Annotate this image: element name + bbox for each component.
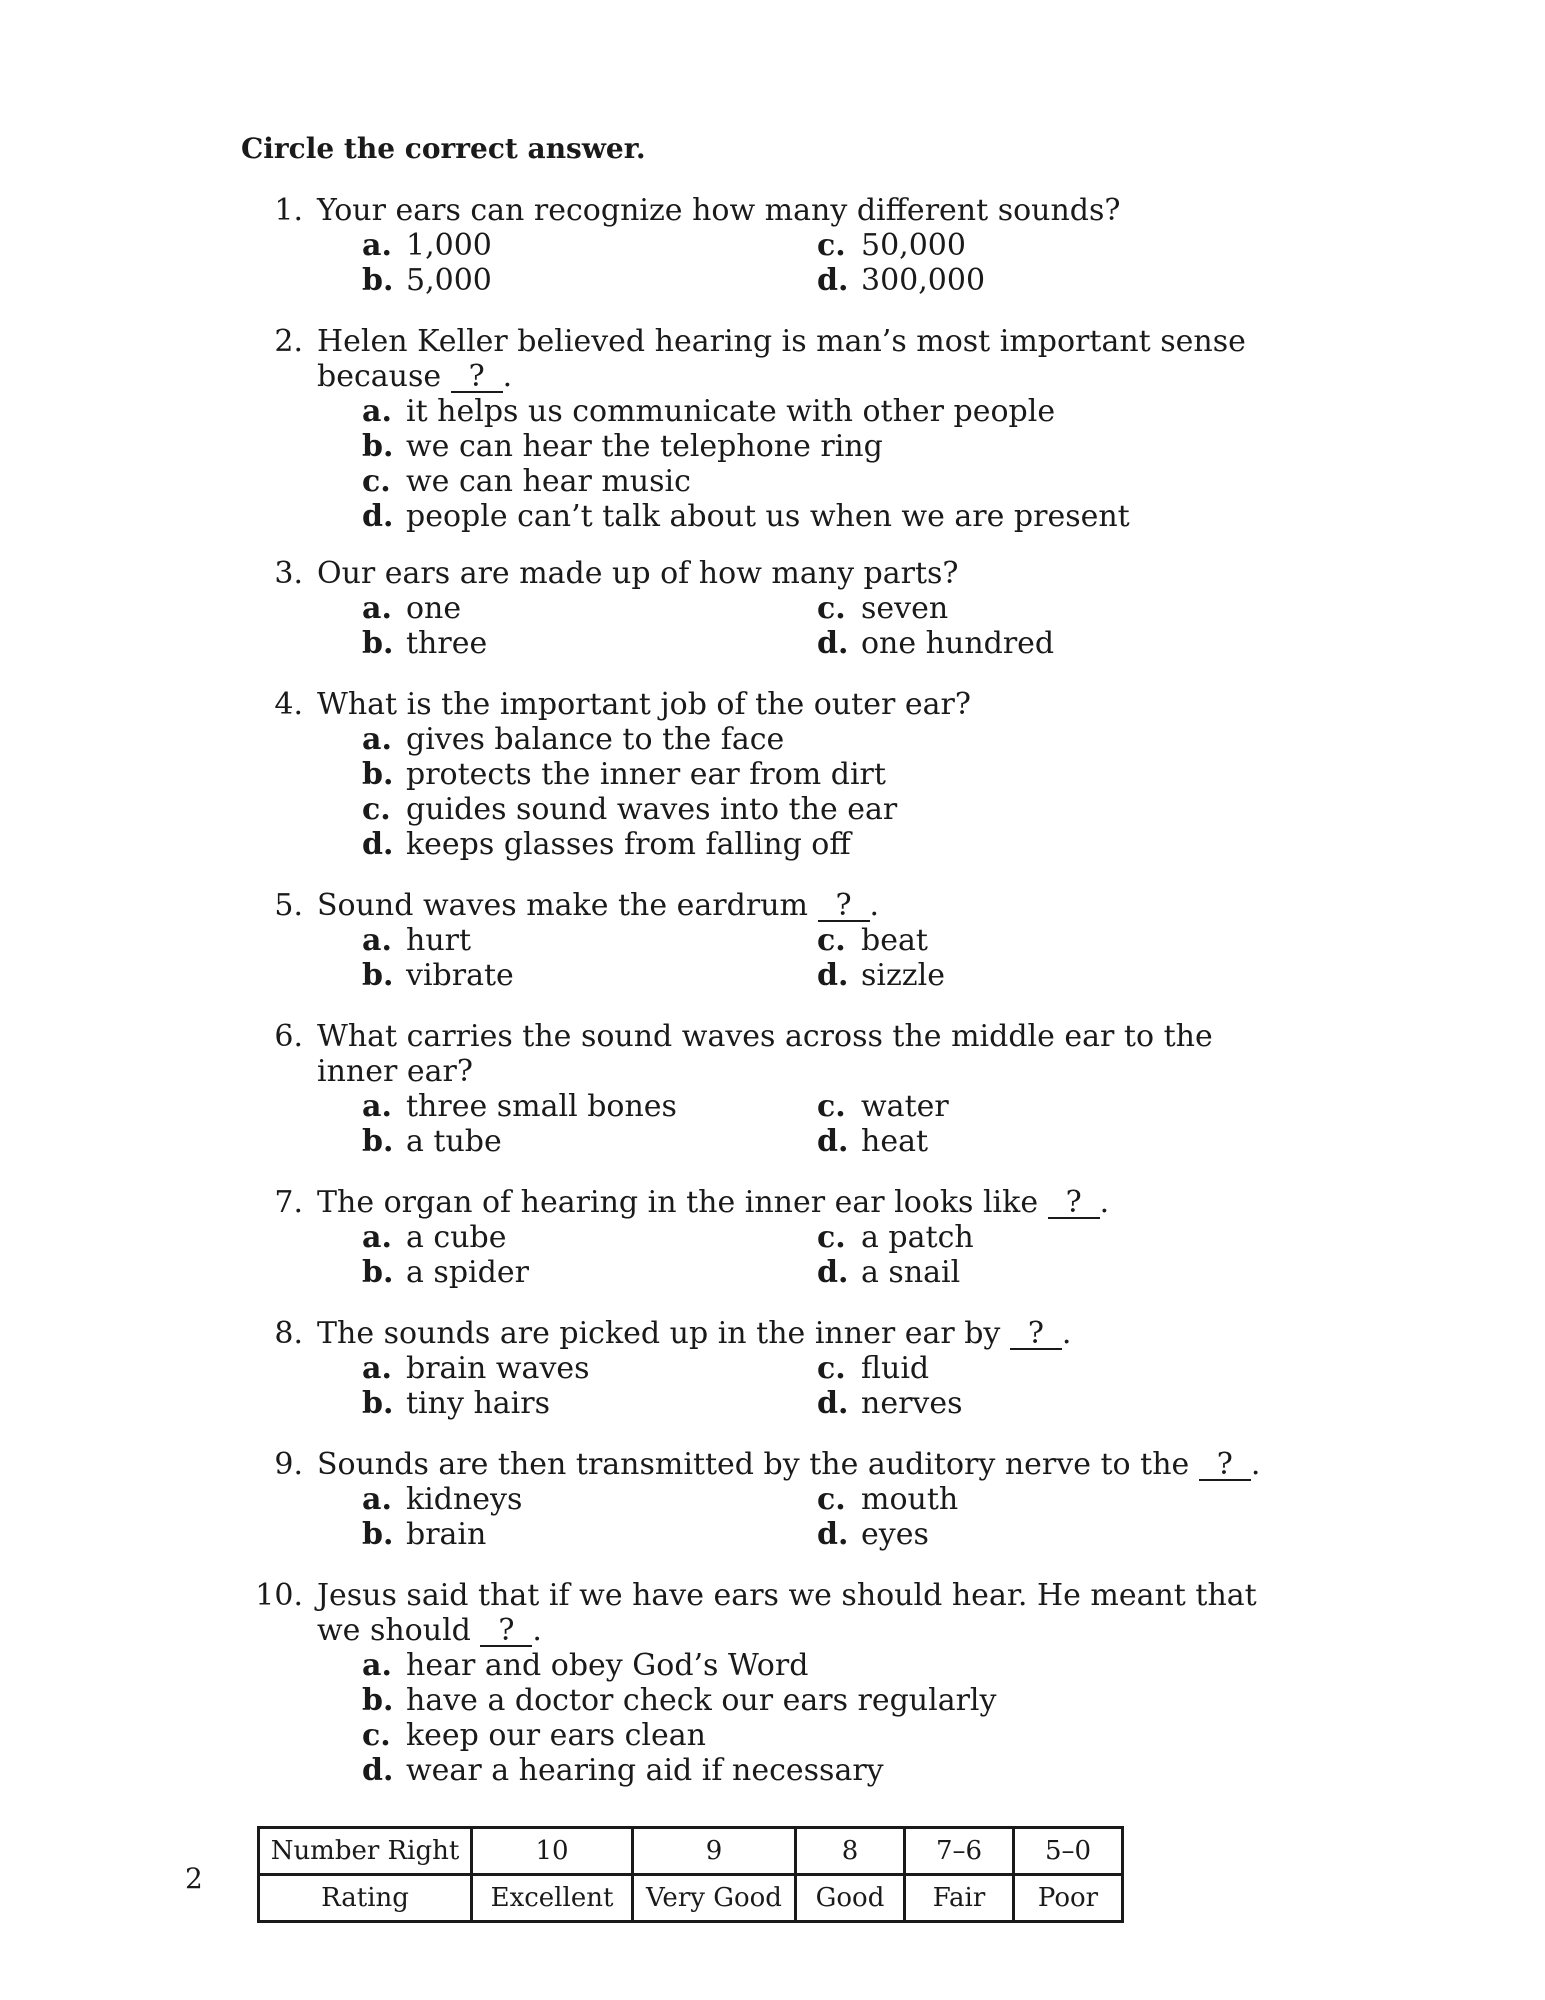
answer-option[interactable] [362,923,471,958]
option-letter: d. [362,499,394,534]
score-cell: 9 [633,1828,796,1875]
option-text: seven [861,591,949,626]
option-letter: b. [362,1386,394,1421]
answer-option[interactable] [362,1089,677,1124]
question-10 [0,1578,1545,1788]
option-text: water [861,1089,949,1124]
score-cell: 8 [796,1828,905,1875]
option-text: fluid [861,1351,930,1386]
answer-options [362,1089,1545,1159]
answer-option[interactable] [362,1718,1545,1753]
answer-options [362,1220,1545,1290]
score-cell: 5–0 [1014,1828,1123,1875]
answer-options [362,722,1545,862]
option-text: tiny hairs [406,1386,550,1421]
answer-blank: ? [818,892,870,922]
option-letter: a. [362,591,392,626]
answer-option[interactable] [817,626,1054,661]
answer-option[interactable] [362,1648,1545,1683]
answer-option[interactable] [817,923,928,958]
option-letter: b. [362,958,394,993]
answer-option[interactable] [817,1351,929,1386]
option-text: a tube [406,1124,502,1159]
option-text: a cube [406,1220,507,1255]
answer-option[interactable] [362,591,461,626]
option-text: brain waves [406,1351,590,1386]
answer-option[interactable] [362,1683,1545,1718]
answer-option[interactable] [362,1517,486,1552]
option-text: 300,000 [861,263,986,298]
option-letter: a. [362,1351,392,1386]
option-text: we can hear the telephone ring [406,429,883,464]
answer-option[interactable] [817,591,948,626]
option-text: 50,000 [861,228,966,263]
answer-blank: ? [1010,1320,1062,1350]
score-cell: Very Good [633,1875,796,1922]
question-punctuation: . [502,359,513,394]
page-number: 2 [185,1862,203,1895]
answer-option[interactable] [817,958,945,993]
question-stem [274,193,1267,228]
question-text: Sounds are then transmitted by the auditory nerve to the [317,1447,1190,1482]
answer-option[interactable] [362,499,1545,534]
option-text: three [406,626,488,661]
option-text: heat [861,1124,929,1159]
option-text: one [406,591,462,626]
question-punctuation: . [869,888,880,923]
question-text: Sound waves make the eardrum [317,888,808,923]
answer-options [362,1648,1545,1788]
option-letter: d. [817,958,849,993]
answer-option[interactable] [362,394,1545,429]
answer-option[interactable] [362,263,492,298]
question-number: 9. [274,1447,303,1482]
option-text: we can hear music [406,464,691,499]
question-stem [255,1578,1267,1648]
answer-options [362,591,1545,661]
option-letter: a. [362,228,392,263]
answer-option[interactable] [362,792,1545,827]
question-punctuation: . [532,1613,542,1648]
question-number: 7. [274,1185,303,1220]
score-cell: Number Right [259,1828,472,1875]
option-letter: a. [362,1220,392,1255]
option-letter: c. [362,1718,391,1753]
option-text: hurt [406,923,472,958]
option-text: people can’t talk about us when we are present [406,499,1130,534]
question-number: 8. [274,1316,303,1351]
answer-option[interactable] [362,1482,522,1517]
question-text: Your ears can recognize how many different sounds? [317,193,1121,228]
score-cell: Fair [905,1875,1014,1922]
option-letter: c. [817,1482,846,1517]
option-letter: b. [362,1124,394,1159]
answer-options [362,923,1545,993]
answer-option[interactable] [362,958,514,993]
answer-option[interactable] [362,626,487,661]
option-letter: c. [817,1089,846,1124]
option-text: sizzle [861,958,945,993]
question-text: The organ of hearing in the inner ear looks like [317,1185,1039,1220]
question-number: 10. [255,1578,303,1613]
score-cell: Good [796,1875,905,1922]
option-letter: a. [362,1482,392,1517]
question-7 [0,1185,1545,1290]
option-letter: d. [817,263,849,298]
answer-option[interactable] [817,1255,960,1290]
answer-blank: ? [480,1617,532,1647]
option-text: guides sound waves into the ear [406,792,898,827]
question-punctuation: . [1061,1316,1072,1351]
question-text: Helen Keller believed hearing is man’s most important sense because [317,324,1246,394]
question-stem [274,1447,1267,1482]
answer-blank: ? [451,363,503,393]
option-letter: b. [362,757,394,792]
answer-option[interactable] [817,1124,928,1159]
option-letter: a. [362,722,392,757]
option-letter: c. [362,792,391,827]
question-stem [274,1316,1267,1351]
option-text: eyes [861,1517,929,1552]
answer-option[interactable] [362,722,1545,757]
score-cell: Poor [1014,1875,1123,1922]
option-letter: d. [817,1386,849,1421]
answer-option[interactable] [817,228,966,263]
score-row-rating [259,1875,1123,1922]
question-number: 2. [274,324,303,359]
option-letter: d. [817,1255,849,1290]
question-9 [0,1447,1545,1552]
question-text: Jesus said that if we have ears we should hear. He meant that we should [317,1578,1257,1648]
question-text: Our ears are made up of how many parts? [317,556,959,591]
question-5 [0,888,1545,993]
question-stem [274,888,1267,923]
answer-option[interactable] [817,1220,974,1255]
question-punctuation: . [1099,1185,1110,1220]
option-text: a snail [861,1255,961,1290]
option-text: 1,000 [406,228,492,263]
score-cell: Excellent [472,1875,633,1922]
question-stem [274,1019,1267,1089]
question-4 [0,687,1545,862]
question-stem [274,687,1267,722]
option-text: a patch [861,1220,974,1255]
question-8 [0,1316,1545,1421]
option-text: a spider [406,1255,529,1290]
option-letter: b. [362,1255,394,1290]
answer-option[interactable] [817,263,985,298]
option-text: one hundred [861,626,1055,661]
answer-option[interactable] [362,1753,1545,1788]
question-number: 1. [274,193,303,228]
answer-option[interactable] [817,1089,949,1124]
option-letter: d. [817,1124,849,1159]
option-letter: a. [362,394,392,429]
option-text: mouth [861,1482,959,1517]
answer-options [362,1482,1545,1552]
option-letter: d. [817,1517,849,1552]
score-cell: 7–6 [905,1828,1014,1875]
option-letter: d. [362,827,394,862]
option-letter: b. [362,1683,394,1718]
option-text: three small bones [406,1089,677,1124]
question-stem [274,324,1267,394]
question-number: 3. [274,556,303,591]
question-1 [0,193,1545,298]
option-text: hear and obey God’s Word [406,1648,809,1683]
answer-option[interactable] [362,429,1545,464]
question-number: 5. [274,888,303,923]
answer-option[interactable] [362,464,1545,499]
option-text: protects the inner ear from dirt [406,757,886,792]
option-letter: a. [362,1648,392,1683]
option-text: keep our ears clean [406,1718,706,1753]
option-letter: c. [817,923,846,958]
option-text: gives balance to the face [406,722,785,757]
answer-option[interactable] [362,827,1545,862]
answer-option[interactable] [362,1351,590,1386]
option-letter: c. [817,228,846,263]
option-text: beat [861,923,928,958]
score-cell: 10 [472,1828,633,1875]
answer-option[interactable] [362,1220,507,1255]
question-stem [274,1185,1267,1220]
option-letter: c. [817,1351,846,1386]
option-text: brain [406,1517,487,1552]
option-letter: c. [362,464,391,499]
option-text: have a doctor check our ears regularly [406,1683,997,1718]
option-text: keeps glasses from falling off [406,827,851,862]
answer-options [362,1351,1545,1421]
score-cell: Rating [259,1875,472,1922]
question-number: 4. [274,687,303,722]
question-text: What is the important job of the outer ear? [317,687,971,722]
question-punctuation: . [1250,1447,1261,1482]
question-stem [274,556,1267,591]
option-text: kidneys [406,1482,523,1517]
question-text: The sounds are picked up in the inner ear by [317,1316,1001,1351]
answer-option[interactable] [362,757,1545,792]
option-text: nerves [861,1386,963,1421]
answer-option[interactable] [817,1386,963,1421]
answer-options [362,228,1545,298]
question-3 [0,556,1545,661]
instructions-heading: Circle the correct answer. [241,132,646,165]
option-letter: b. [362,263,394,298]
option-text: it helps us communicate with other people [406,394,1056,429]
answer-options [362,394,1545,534]
option-text: wear a hearing aid if necessary [406,1753,884,1788]
score-row-number-right [259,1828,1123,1875]
option-letter: b. [362,429,394,464]
answer-blank: ? [1199,1451,1251,1481]
answer-option[interactable] [817,1517,929,1552]
option-letter: c. [817,591,846,626]
option-letter: a. [362,923,392,958]
answer-option[interactable] [817,1482,958,1517]
question-number: 6. [274,1019,303,1054]
question-6 [0,1019,1545,1159]
option-letter: a. [362,1089,392,1124]
option-letter: b. [362,626,394,661]
option-letter: d. [817,626,849,661]
answer-blank: ? [1048,1189,1100,1219]
answer-option[interactable] [362,1386,550,1421]
option-text: 5,000 [406,263,492,298]
answer-option[interactable] [362,228,492,263]
option-letter: b. [362,1517,394,1552]
option-letter: c. [817,1220,846,1255]
question-2 [0,324,1545,534]
answer-option[interactable] [362,1255,529,1290]
score-rating-table [257,1826,1124,1923]
option-letter: d. [362,1753,394,1788]
option-text: vibrate [406,958,514,993]
question-text: What carries the sound waves across the middle ear to the inner ear? [317,1019,1213,1089]
answer-option[interactable] [362,1124,502,1159]
